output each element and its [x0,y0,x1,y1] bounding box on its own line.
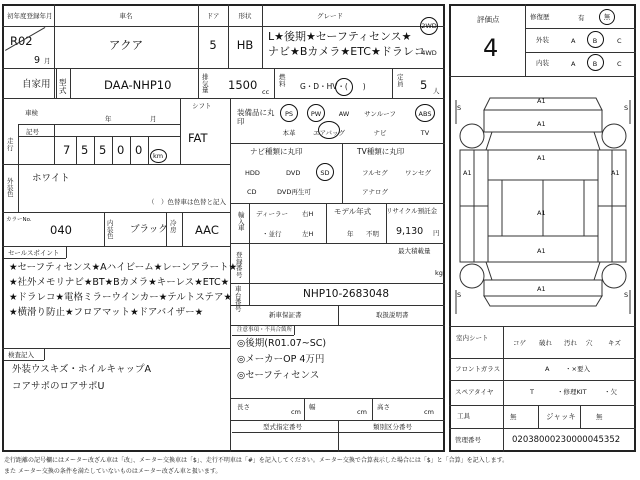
inspector-note-1: 外装ウスキズ・ホイルキャップA [12,364,152,375]
model-year-suffix: 年 [347,230,354,238]
tools-label: 工具 [457,412,470,420]
sheet-item-5: キズ [608,339,621,347]
jack-label: ジャッキ [546,412,576,421]
spare-none: ・欠 [604,388,617,396]
ext-grade-b: B [592,37,598,45]
recycle-yen: 円 [433,229,440,237]
record-label: 記号 [26,128,39,136]
footer-note-2: また メーター交換の条件を満たしていないものはメーター改ざん車と扱います。 [4,468,222,475]
model-year-label: モデル年式 [334,207,372,216]
length-label: 長さ [237,403,250,411]
use-type: 自家用 [22,79,51,90]
mileage-digit-5: 0 [135,143,143,157]
glass-x: ・×要入 [565,365,590,373]
equipment-label: 装備品に丸印 [237,108,275,127]
sheet-item-1: コゲ [513,339,526,347]
navi-dvd: DVD [286,169,301,177]
shift-label: シフト [192,102,212,110]
grade-score: 4 [483,34,499,62]
diagram-a1-windshield: A1 [537,154,546,162]
spare-tire-label: スペアタイヤ [455,388,494,396]
spare-t: T [530,388,534,396]
diagram-a1-left: A1 [463,169,472,177]
diagram-a1-roof: A1 [537,209,546,217]
type-designation-label: 型式指定番号 [263,423,302,431]
equip-leather: 本革 [282,129,296,137]
recycle-label: リサイクル預託金 [386,207,438,215]
exterior-color: ホワイト [32,173,70,184]
mileage-digit-3: 5 [99,143,107,157]
model: DAA-NHP10 [104,78,172,92]
length-unit: cm [291,408,301,416]
mgmt-label: 管理番号 [455,436,481,444]
car-damage-diagram [452,80,634,320]
tv-fullseg: フルセグ [362,169,388,177]
sales-points-label: セールスポイント [8,249,60,257]
width-unit: cm [357,408,367,416]
max-load-label: 最大積載量 [398,247,431,255]
diagram-a1-right: A1 [611,169,620,177]
equip-tv: TV [420,129,430,137]
spare-kit: ・修理KIT [557,388,587,396]
chassis-number: NHP10-2683048 [303,288,389,300]
note-2: ◎メーカーOP 4万円 [237,354,325,365]
int-grade-b: B [592,60,598,68]
inspection-month: 月 [150,115,157,123]
height-unit: cm [424,408,434,416]
door-label: ドア [206,12,220,20]
import-dealer: ディーラー [256,210,288,218]
shape: HB [236,38,254,52]
sales-point-4: ★横滑り防止★フロアマット★ドアバイザー★ [9,307,204,318]
fuel: G・D・HV・( ) [300,82,366,91]
repair-no: 無 [603,13,611,21]
grade-line-2: ナビ★Bカメラ★ETC★ドラレコ [268,45,425,58]
max-load-unit: kg [435,269,443,277]
import-right: 右H [302,210,314,218]
car-name-label: 車名 [119,12,133,20]
mgmt-number: 02038000230000045352 [512,435,621,445]
sales-point-3: ★ドラレコ★電格ミラーウインカー★テルトステア★ [9,292,233,303]
exterior-note: （ ）色替車は色替と記入 [148,198,226,206]
tv-analog: アナログ [362,188,388,196]
navi-type-label: ナビ種類に丸印 [250,147,303,156]
mileage-digit-1: 7 [63,143,71,157]
sales-point-1: ★セーフティセンス★Aハイビーム★レーンアラート★ [9,262,238,273]
first-reg-year: R02 [10,34,33,48]
model-label: 型式 [59,78,67,95]
navi-dvd-play: DVD再生可 [277,188,311,196]
note-1: ◎後期(R01.07~SC) [237,338,327,349]
equip-sunroof: サンルーフ [364,110,396,118]
inspection-label: 車検 [25,109,38,117]
import-label: 輸入車 [238,211,245,232]
first-reg-label: 初年度登録年月 [7,12,53,20]
model-year-unknown: 不明 [366,230,379,238]
tv-type-label: TV種類に丸印 [357,147,405,156]
inspection-year: 年 [105,115,112,123]
diagram-s-tr: S [624,104,629,112]
mileage-digit-4: 0 [117,143,125,157]
car-name: アクア [108,38,144,52]
diagram-a1-hood: A1 [537,120,546,128]
ac-value: AAC [195,223,219,237]
navi-sd: SD [320,169,330,177]
tools-none: 無 [510,413,517,421]
capacity-label: 定員 [397,73,404,88]
repair-yes: 有 [578,14,585,22]
front-glass-label: フロントガラス [455,365,501,373]
navi-cd: CD [247,188,257,196]
navi-hdd: HDD [245,169,260,177]
glass-a: A [545,365,550,373]
sheet-item-4: 穴 [586,339,593,347]
sales-point-2: ★社外メモリナビ★BT★Bカメラ★キーレス★ETC★ [9,277,230,288]
interior-color: ブラック [130,224,168,235]
diagram-a1-front: A1 [537,97,546,105]
shift-value: FAT [188,131,208,145]
int-grade-a: A [571,60,576,68]
tv-oneseg: ワンセグ [405,169,431,177]
fuel-label: 燃料 [279,73,286,88]
import-parallel: ・並行 [262,230,282,238]
color-no-label: カラーNo. [6,217,32,223]
diagram-a1-rear: A1 [537,247,546,255]
interior-grade-label: 内装 [536,59,549,67]
warranty-book: 新車保証書 [269,311,302,319]
exterior-label: 外装色 [7,177,14,198]
diagram-a1-bumper: A1 [537,285,546,293]
shape-label: 形状 [238,12,252,20]
capacity: 5 [420,78,428,92]
notes-label: 注意事項・不具合箇所 [237,327,293,333]
equip-aw: AW [338,110,350,118]
grade-score-label: 評価点 [477,15,500,24]
color-no: 040 [50,223,72,237]
exterior-grade-label: 外装 [536,36,549,44]
first-reg-month: 9 [34,55,41,66]
diagram-s-br: S [624,291,629,299]
mileage-unit: km [153,152,164,160]
drive-4wd: 4WD [421,49,437,57]
interior-sheet-label: 室内シート [456,334,489,342]
interior-label: 内装色 [107,219,114,240]
footer-note-1: 走行距離の記号欄にはメーター改ざん車は「改」、メーター交換車は「$」、走行不明車は「#」を記入してください。メーター交換で合算表示した場合には「$」と「合算」を記入します。 [4,457,509,464]
capacity-unit: 人 [433,87,440,95]
grade-line-1: L★後期★セーフティセンス★ [268,30,412,43]
doors: 5 [209,38,217,52]
diagram-s-bl: S [457,291,462,299]
width-label: 幅 [309,403,316,411]
recycle-fee: 9,130 [396,226,424,237]
fuel-hv-circle [335,78,353,96]
mileage-digit-2: 5 [81,143,89,157]
registration-label: 登録番号 [236,251,243,279]
grade-label: グレード [317,12,343,20]
jack-none: 無 [596,413,603,421]
ext-grade-c: C [617,37,622,45]
sheet-item-2: 破れ [539,339,552,347]
class-number-label: 類別区分番号 [373,423,412,431]
ext-grade-a: A [571,37,576,45]
equip-ps: PS [284,110,294,118]
equip-navi: ナビ [373,129,387,137]
import-left: 左H [302,230,314,238]
diagram-s-tl: S [457,104,462,112]
equip-pw: PW [310,110,322,118]
mileage-label: 走行 [7,137,14,152]
inspector-label: 検査記入 [8,351,34,359]
cc-unit: cc [262,88,270,96]
month-unit: 月 [44,57,51,65]
int-grade-c: C [617,60,622,68]
equip-abs: ABS [418,110,432,118]
displacement: 1500 [228,78,258,92]
equip-airbag: エアバッグ [313,129,345,137]
owner-manual: 取扱説明書 [376,311,409,319]
note-3: ◎セーフティセンス [237,370,320,381]
ac-label: 冷房 [170,219,177,234]
chassis-label: 車台番号 [235,285,242,313]
height-label: 高さ [377,403,390,411]
inspector-note-2: コアサポのロアサポU [12,381,105,392]
repair-history-label: 修復歴 [530,13,550,21]
sheet-item-3: 汚れ [564,339,577,347]
displacement-label: 排気量 [202,73,209,94]
drive-2wd: 2WD [421,22,437,30]
